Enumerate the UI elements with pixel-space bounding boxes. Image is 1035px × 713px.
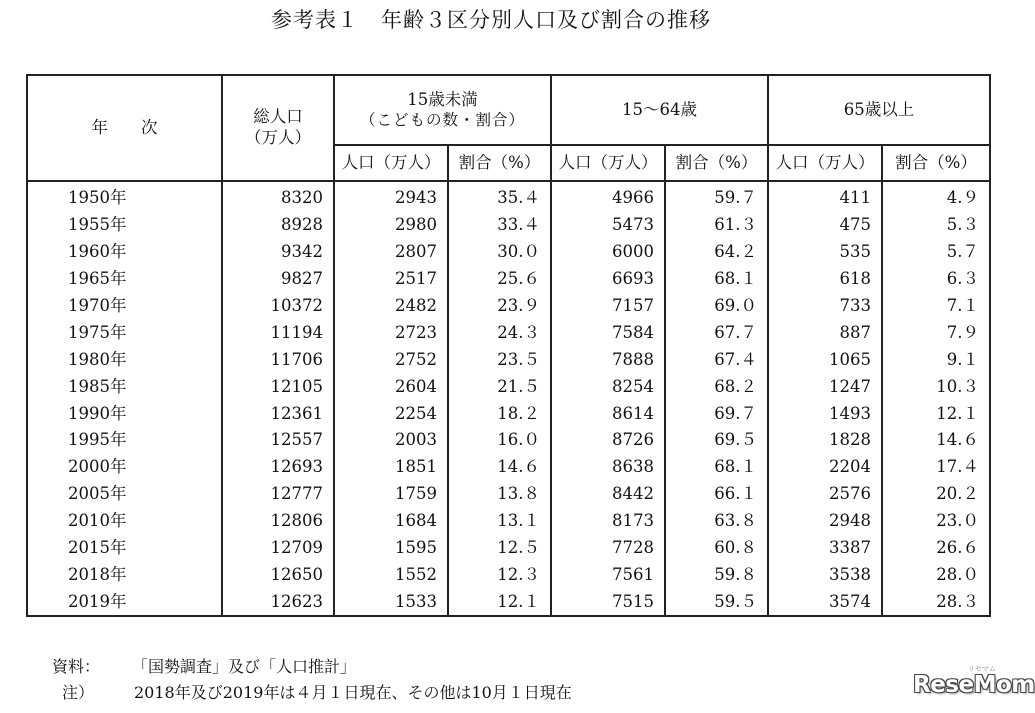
cell-children-ratio: 25.６ xyxy=(448,266,551,293)
cell-elderly-pop: 1493 xyxy=(768,400,882,427)
cell-year: 2010年 xyxy=(27,508,222,535)
cell-elderly-ratio: 9.１ xyxy=(882,346,990,373)
cell-year: 1960年 xyxy=(27,239,222,266)
header-children xyxy=(334,75,551,145)
cell-children-pop: 1851 xyxy=(334,454,448,481)
header-children-line2: （こどもの数・割合） xyxy=(360,110,526,129)
header-total-line1: 総人口 xyxy=(253,107,303,127)
cell-year: 1970年 xyxy=(27,293,222,320)
cell-elderly-ratio: 6.３ xyxy=(882,266,990,293)
header-elderly-pop: 人口（万人） xyxy=(768,145,882,181)
cell-year: 2005年 xyxy=(27,481,222,508)
cell-total: 12709 xyxy=(222,535,334,562)
cell-children-ratio: 35.４ xyxy=(448,181,551,212)
footnote-text: 2018年及び2019年は４月１日現在、その他は10月１日現在 xyxy=(134,683,572,702)
cell-children-ratio: 23.５ xyxy=(448,346,551,373)
cell-working-ratio: 68.１ xyxy=(665,454,768,481)
cell-working-ratio: 67.４ xyxy=(665,346,768,373)
cell-year: 2000年 xyxy=(27,454,222,481)
header-elderly: 65歳以上 xyxy=(768,75,990,145)
cell-working-ratio: 69.７ xyxy=(665,400,768,427)
cell-children-ratio: 18.２ xyxy=(448,400,551,427)
cell-elderly-pop: 3538 xyxy=(768,561,882,588)
cell-working-pop: 7561 xyxy=(551,561,665,588)
cell-working-pop: 7888 xyxy=(551,346,665,373)
cell-working-ratio: 61.３ xyxy=(665,212,768,239)
table-row xyxy=(27,373,990,400)
cell-year: 1980年 xyxy=(27,346,222,373)
cell-working-ratio: 67.７ xyxy=(665,319,768,346)
cell-elderly-ratio: 7.９ xyxy=(882,319,990,346)
cell-working-ratio: 59.５ xyxy=(665,588,768,616)
cell-elderly-ratio: 12.１ xyxy=(882,400,990,427)
cell-children-pop: 2254 xyxy=(334,400,448,427)
cell-children-pop: 2980 xyxy=(334,212,448,239)
cell-year: 1995年 xyxy=(27,427,222,454)
table-row xyxy=(27,239,990,266)
cell-children-pop: 2482 xyxy=(334,293,448,320)
cell-elderly-pop: 3387 xyxy=(768,535,882,562)
cell-children-pop: 2604 xyxy=(334,373,448,400)
cell-working-pop: 8726 xyxy=(551,427,665,454)
cell-children-ratio: 33.４ xyxy=(448,212,551,239)
table-row xyxy=(27,454,990,481)
cell-elderly-ratio: 28.３ xyxy=(882,588,990,616)
table-row xyxy=(27,319,990,346)
cell-working-ratio: 68.１ xyxy=(665,266,768,293)
cell-total: 12693 xyxy=(222,454,334,481)
cell-year: 1985年 xyxy=(27,373,222,400)
cell-working-pop: 8254 xyxy=(551,373,665,400)
cell-children-ratio: 16.０ xyxy=(448,427,551,454)
header-year: 年 次 xyxy=(27,75,222,181)
cell-children-pop: 1533 xyxy=(334,588,448,616)
cell-total: 12777 xyxy=(222,481,334,508)
cell-children-ratio: 21.５ xyxy=(448,373,551,400)
table-row xyxy=(27,561,990,588)
table-row xyxy=(27,481,990,508)
cell-elderly-pop: 1247 xyxy=(768,373,882,400)
cell-elderly-pop: 733 xyxy=(768,293,882,320)
cell-children-ratio: 12.３ xyxy=(448,561,551,588)
cell-children-pop: 1684 xyxy=(334,508,448,535)
footnote-label: 注） xyxy=(62,683,95,702)
cell-elderly-pop: 411 xyxy=(768,181,882,212)
cell-working-pop: 6000 xyxy=(551,239,665,266)
cell-total: 12105 xyxy=(222,373,334,400)
cell-children-pop: 2517 xyxy=(334,266,448,293)
cell-elderly-pop: 1065 xyxy=(768,346,882,373)
header-children-line1: 15歳未満 xyxy=(407,90,478,109)
cell-year: 1950年 xyxy=(27,181,222,212)
header-children-ratio: 割合（%） xyxy=(448,145,551,181)
cell-working-ratio: 66.１ xyxy=(665,481,768,508)
cell-elderly-ratio: 14.６ xyxy=(882,427,990,454)
cell-total: 11706 xyxy=(222,346,334,373)
cell-children-pop: 2723 xyxy=(334,319,448,346)
cell-year: 1965年 xyxy=(27,266,222,293)
cell-children-ratio: 12.１ xyxy=(448,588,551,616)
cell-children-ratio: 23.９ xyxy=(448,293,551,320)
cell-working-pop: 8614 xyxy=(551,400,665,427)
cell-working-pop: 4966 xyxy=(551,181,665,212)
cell-elderly-pop: 535 xyxy=(768,239,882,266)
cell-elderly-ratio: 17.４ xyxy=(882,454,990,481)
cell-children-pop: 2807 xyxy=(334,239,448,266)
cell-total: 12623 xyxy=(222,588,334,616)
cell-total: 12361 xyxy=(222,400,334,427)
cell-year: 2018年 xyxy=(27,561,222,588)
cell-working-pop: 7157 xyxy=(551,293,665,320)
header-total xyxy=(222,75,334,181)
cell-year: 2019年 xyxy=(27,588,222,616)
cell-year: 1955年 xyxy=(27,212,222,239)
table-row xyxy=(27,588,990,616)
table-row xyxy=(27,212,990,239)
cell-working-pop: 5473 xyxy=(551,212,665,239)
cell-total: 12557 xyxy=(222,427,334,454)
cell-total: 10372 xyxy=(222,293,334,320)
header-elderly-ratio: 割合（%） xyxy=(882,145,990,181)
cell-elderly-ratio: 5.３ xyxy=(882,212,990,239)
header-working: 15～64歳 xyxy=(551,75,768,145)
table-title: 参考表１ 年齢３区分別人口及び割合の推移 xyxy=(271,8,711,32)
cell-elderly-pop: 2948 xyxy=(768,508,882,535)
cell-working-pop: 7728 xyxy=(551,535,665,562)
cell-elderly-pop: 618 xyxy=(768,266,882,293)
cell-children-pop: 1759 xyxy=(334,481,448,508)
cell-working-pop: 7584 xyxy=(551,319,665,346)
cell-total: 8928 xyxy=(222,212,334,239)
header-children-pop: 人口（万人） xyxy=(334,145,448,181)
cell-working-ratio: 69.０ xyxy=(665,293,768,320)
footnote xyxy=(52,680,572,706)
table-row xyxy=(27,266,990,293)
table-row xyxy=(27,535,990,562)
cell-elderly-ratio: 10.３ xyxy=(882,373,990,400)
cell-children-pop: 2752 xyxy=(334,346,448,373)
table-row xyxy=(27,346,990,373)
cell-elderly-pop: 2204 xyxy=(768,454,882,481)
cell-total: 12650 xyxy=(222,561,334,588)
table-row xyxy=(27,508,990,535)
cell-working-ratio: 68.２ xyxy=(665,373,768,400)
cell-year: 1990年 xyxy=(27,400,222,427)
cell-working-ratio: 59.８ xyxy=(665,561,768,588)
cell-total: 9827 xyxy=(222,266,334,293)
cell-elderly-ratio: 28.０ xyxy=(882,561,990,588)
source-text: 「国勢調査」及び「人口推計」 xyxy=(132,657,357,676)
cell-children-ratio: 12.５ xyxy=(448,535,551,562)
header-working-pop: 人口（万人） xyxy=(551,145,665,181)
cell-total: 11194 xyxy=(222,319,334,346)
cell-children-ratio: 30.０ xyxy=(448,239,551,266)
cell-children-pop: 1552 xyxy=(334,561,448,588)
cell-elderly-ratio: 7.１ xyxy=(882,293,990,320)
header-total-line2: （万人） xyxy=(245,128,311,147)
cell-working-pop: 8442 xyxy=(551,481,665,508)
cell-working-pop: 7515 xyxy=(551,588,665,616)
cell-total: 8320 xyxy=(222,181,334,212)
watermark-small-text: リセマム xyxy=(968,665,996,673)
population-table xyxy=(26,74,991,617)
cell-children-ratio: 13.８ xyxy=(448,481,551,508)
cell-total: 12806 xyxy=(222,508,334,535)
table-row xyxy=(27,427,990,454)
cell-working-ratio: 63.８ xyxy=(665,508,768,535)
cell-elderly-pop: 2576 xyxy=(768,481,882,508)
header-working-ratio: 割合（%） xyxy=(665,145,768,181)
table-row xyxy=(27,293,990,320)
watermark-logo: ReseMom xyxy=(913,672,1035,698)
cell-children-ratio: 13.１ xyxy=(448,508,551,535)
cell-year: 1975年 xyxy=(27,319,222,346)
cell-elderly-pop: 475 xyxy=(768,212,882,239)
cell-children-pop: 1595 xyxy=(334,535,448,562)
cell-elderly-pop: 887 xyxy=(768,319,882,346)
cell-working-pop: 8638 xyxy=(551,454,665,481)
cell-total: 9342 xyxy=(222,239,334,266)
cell-working-ratio: 60.８ xyxy=(665,535,768,562)
cell-working-ratio: 69.５ xyxy=(665,427,768,454)
cell-elderly-pop: 3574 xyxy=(768,588,882,616)
table-row xyxy=(27,181,990,212)
cell-working-ratio: 59.７ xyxy=(665,181,768,212)
cell-working-ratio: 64.２ xyxy=(665,239,768,266)
cell-elderly-ratio: 5.７ xyxy=(882,239,990,266)
source-note xyxy=(52,654,572,680)
cell-elderly-ratio: 4.９ xyxy=(882,181,990,212)
cell-children-pop: 2943 xyxy=(334,181,448,212)
source-label: 資料： xyxy=(52,657,101,676)
cell-elderly-ratio: 23.０ xyxy=(882,508,990,535)
cell-year: 2015年 xyxy=(27,535,222,562)
cell-children-pop: 2003 xyxy=(334,427,448,454)
cell-children-ratio: 24.３ xyxy=(448,319,551,346)
cell-children-ratio: 14.６ xyxy=(448,454,551,481)
notes xyxy=(52,654,572,706)
cell-elderly-pop: 1828 xyxy=(768,427,882,454)
table-row xyxy=(27,400,990,427)
table-body xyxy=(27,181,990,616)
cell-working-pop: 8173 xyxy=(551,508,665,535)
cell-elderly-ratio: 20.２ xyxy=(882,481,990,508)
cell-working-pop: 6693 xyxy=(551,266,665,293)
cell-elderly-ratio: 26.６ xyxy=(882,535,990,562)
